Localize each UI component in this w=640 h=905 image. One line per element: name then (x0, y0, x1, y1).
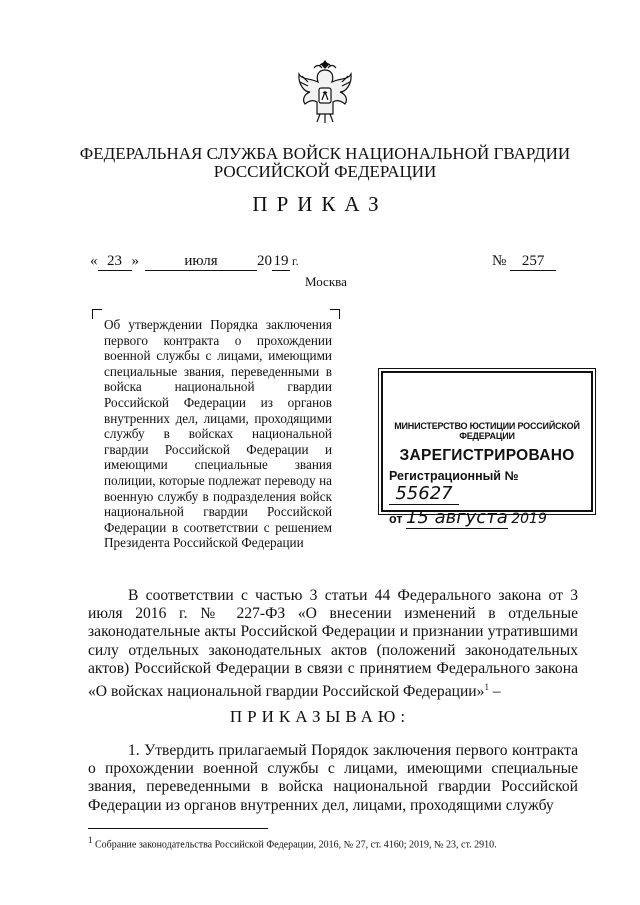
footnote-mark: 1 (88, 835, 93, 845)
order-number (492, 253, 556, 271)
registration-stamp (381, 371, 593, 528)
stamp-date-label: от (389, 512, 403, 526)
subject-bracket-left (92, 309, 102, 319)
footnote-text: Собрание законодательства Российской Федерации, 2016, № 27, ст. 4160; 2019, № 23, ст. 2910. (92, 839, 497, 851)
city: Москва (305, 274, 347, 289)
stamp-reg-number-line (383, 469, 591, 505)
date-year-prefix: 20 (257, 253, 272, 269)
order-number-label: № (492, 253, 507, 269)
preamble-end: – (488, 683, 501, 701)
stamp-registered: ЗАРЕГИСТРИРОВАНО (399, 447, 575, 464)
preamble-paragraph (88, 587, 578, 701)
date-close-quote: » (131, 253, 139, 269)
stamp-reg-year: 2019 (511, 511, 547, 527)
stamp-reg-number: 55627 (389, 483, 459, 505)
stamp-reg-date: 15 августа (405, 507, 508, 528)
date-open-quote: « (90, 253, 98, 269)
item-1-paragraph: 1. Утвердить прилагаемый Порядок заключения первого контракта о прохождении военной службы с лицами, имеющими специальные звания, переведенными в войска национальной гвардии Российской Федерации из органов внутренних дел, лицами, проходящими службу (88, 742, 578, 814)
issuing-authority-line2: РОССИЙСКОЙ ФЕДЕРАЦИИ (213, 162, 437, 181)
date-month: июля (145, 253, 257, 271)
footnote-rule (88, 828, 268, 829)
stamp-ministry: МИНИСТЕРСТВО ЮСТИЦИИ РОССИЙСКОЙ ФЕДЕРАЦИИ (394, 421, 580, 441)
date-year-abbr: г. (292, 254, 299, 268)
footnote (88, 835, 588, 850)
coat-of-arms-emblem (296, 58, 354, 128)
document-title: ПРИКАЗ (252, 192, 388, 216)
order-subject: Об утверждении Порядка заключения первого контракта о прохождении военной службы с лицами, имеющими специальные звания, переведенными в войска национальной гвардии Российской Федерации из органов внутренних дел, лицами, проходящими службу в войсках национальной гвардии Российской Федерации и имеющими специальные звания полиции, которые подлежат переводу на военную службу в подразделения войск национальной гвардии Российской Федерации в соответствии с решением Президента Российской Федерации (104, 317, 332, 551)
preamble-text: В соответствии с частью 3 статьи 44 Федерального закона от 3 июля 2016 г. № 227-ФЗ «О внесении изменений в отдельные законодательные акты Российской Федерации и признании утратившими силу отдельных законодательных актов (положений законодательных актов) Российской Федерации в связи с принятием Федерального закона «О войсках национальной гвардии Российской Федерации» (88, 587, 578, 701)
date-year-suffix: 19 (273, 253, 289, 269)
stamp-date-line (383, 507, 591, 529)
order-number-value: 257 (510, 253, 556, 271)
stamp-reg-label: Регистрационный № (389, 469, 519, 483)
issuing-authority-line1: ФЕДЕРАЛЬНАЯ СЛУЖБА ВОЙСК НАЦИОНАЛЬНОЙ ГВАРДИИ (79, 144, 571, 163)
order-word: ПРИКАЗЫВАЮ: (229, 707, 411, 726)
preamble-footnote-mark: 1 (484, 682, 489, 693)
date-line (90, 253, 299, 271)
date-day: 23 (98, 253, 132, 271)
